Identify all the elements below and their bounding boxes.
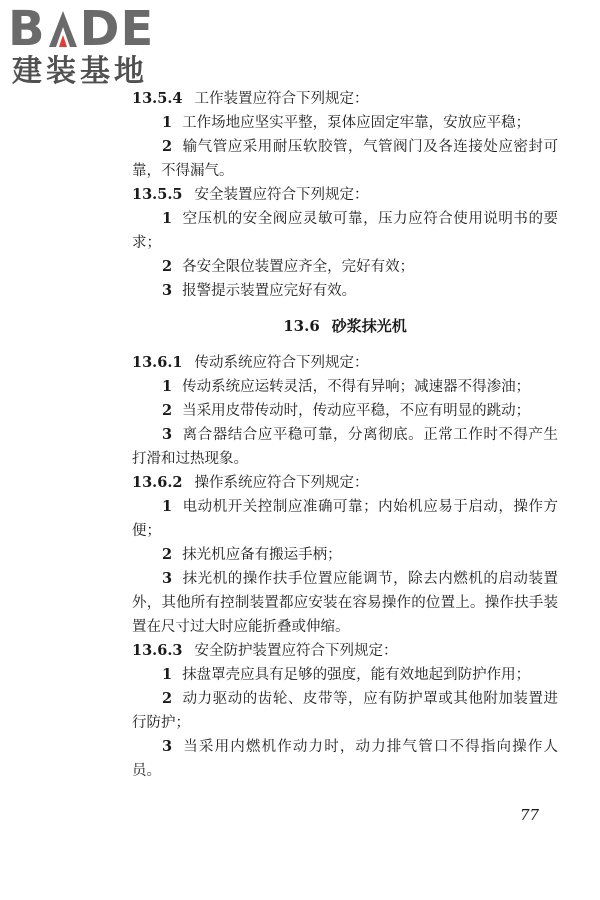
logo-wordmark	[8, 1, 178, 57]
item-text: 当采用皮带传动时，传动应平稳，不应有明显的跳动；	[182, 403, 531, 419]
section-title	[132, 314, 558, 338]
item-number: 1	[162, 378, 173, 395]
list-item	[132, 567, 558, 639]
item-text: 当采用内燃机作动力时，动力排气管口不得指向操作人员。	[132, 739, 558, 779]
item-number: 3	[162, 282, 173, 299]
item-number: 2	[162, 402, 173, 419]
clause-text: 安全装置应符合下列规定：	[194, 187, 369, 203]
clause-number: 13.6.2	[132, 474, 183, 491]
list-item	[132, 399, 558, 423]
clause-heading	[132, 183, 558, 207]
item-number: 1	[162, 666, 173, 683]
list-item	[132, 663, 558, 687]
item-number: 2	[162, 546, 173, 563]
logo-a-triangle-icon	[47, 9, 79, 49]
list-item	[132, 687, 558, 735]
list-item	[132, 111, 558, 135]
item-text: 空压机的安全阀应灵敏可靠，压力应符合使用说明书的要求；	[132, 211, 558, 251]
clause-number: 13.5.4	[132, 90, 183, 107]
clause-heading	[132, 351, 558, 375]
clause-text: 传动系统应符合下列规定：	[194, 355, 369, 371]
section-number: 13.6	[283, 317, 320, 335]
item-number: 2	[162, 138, 173, 155]
item-number: 3	[162, 570, 173, 587]
item-number: 1	[162, 498, 173, 515]
logo-subtitle: 建装基地	[12, 54, 148, 89]
clause-number: 13.5.5	[132, 186, 183, 203]
clause-text: 操作系统应符合下列规定：	[194, 475, 369, 491]
list-item	[132, 375, 558, 399]
item-text: 抹盘罩壳应具有足够的强度，能有效地起到防护作用；	[182, 667, 531, 683]
logo-letters-de: DE	[79, 1, 155, 57]
list-item	[132, 735, 558, 783]
item-text: 电动机开关控制应准确可靠；内始机应易于启动，操作方便；	[132, 499, 558, 539]
list-item	[132, 207, 558, 255]
item-text: 离合器结合应平稳可靠，分离彻底。正常工作时不得产生打滑和过热现象。	[132, 427, 558, 467]
item-text: 输气管应采用耐压软胶管，气管阀门及各连接处应密封可靠，不得漏气。	[132, 139, 558, 179]
item-text: 报警提示装置应完好有效。	[182, 283, 357, 299]
item-text: 传动系统应运转灵活，不得有异响；减速器不得渗油；	[182, 379, 531, 395]
bade-logo	[8, 1, 178, 96]
list-item	[132, 423, 558, 471]
clause-number: 13.6.1	[132, 354, 183, 371]
item-number: 3	[162, 426, 173, 443]
list-item	[132, 255, 558, 279]
list-item	[132, 279, 558, 303]
clause-text: 工作装置应符合下列规定：	[194, 91, 369, 107]
clause-heading	[132, 471, 558, 495]
list-item	[132, 543, 558, 567]
item-text: 抹光机应备有搬运手柄；	[182, 547, 342, 563]
clause-number: 13.6.3	[132, 642, 183, 659]
item-text: 各安全限位装置应齐全，完好有效；	[182, 259, 415, 275]
list-item	[132, 495, 558, 543]
item-number: 1	[162, 210, 173, 227]
item-text: 动力驱动的齿轮、皮带等，应有防护罩或其他附加装置进行防护；	[132, 691, 558, 731]
clause-heading	[132, 639, 558, 663]
page-number: 77	[520, 806, 540, 824]
item-number: 1	[162, 114, 173, 131]
clause-text: 安全防护装置应符合下列规定：	[194, 643, 398, 659]
item-number: 3	[162, 738, 173, 755]
clause-heading	[132, 87, 558, 111]
section-text: 砂浆抹光机	[331, 317, 407, 335]
item-number: 2	[162, 258, 173, 275]
item-text: 抹光机的操作扶手位置应能调节，除去内燃机的启动装置外，其他所有控制装置都应安装在容易操作的位置上。操作扶手装置在尺寸过大时应能折叠或伸缩。	[132, 571, 558, 635]
item-text: 工作场地应坚实平整，泵体应固定牢靠，安放应平稳；	[182, 115, 531, 131]
list-item	[132, 135, 558, 183]
document-body	[132, 87, 558, 783]
logo-letters-b: B	[8, 1, 46, 57]
item-number: 2	[162, 690, 173, 707]
